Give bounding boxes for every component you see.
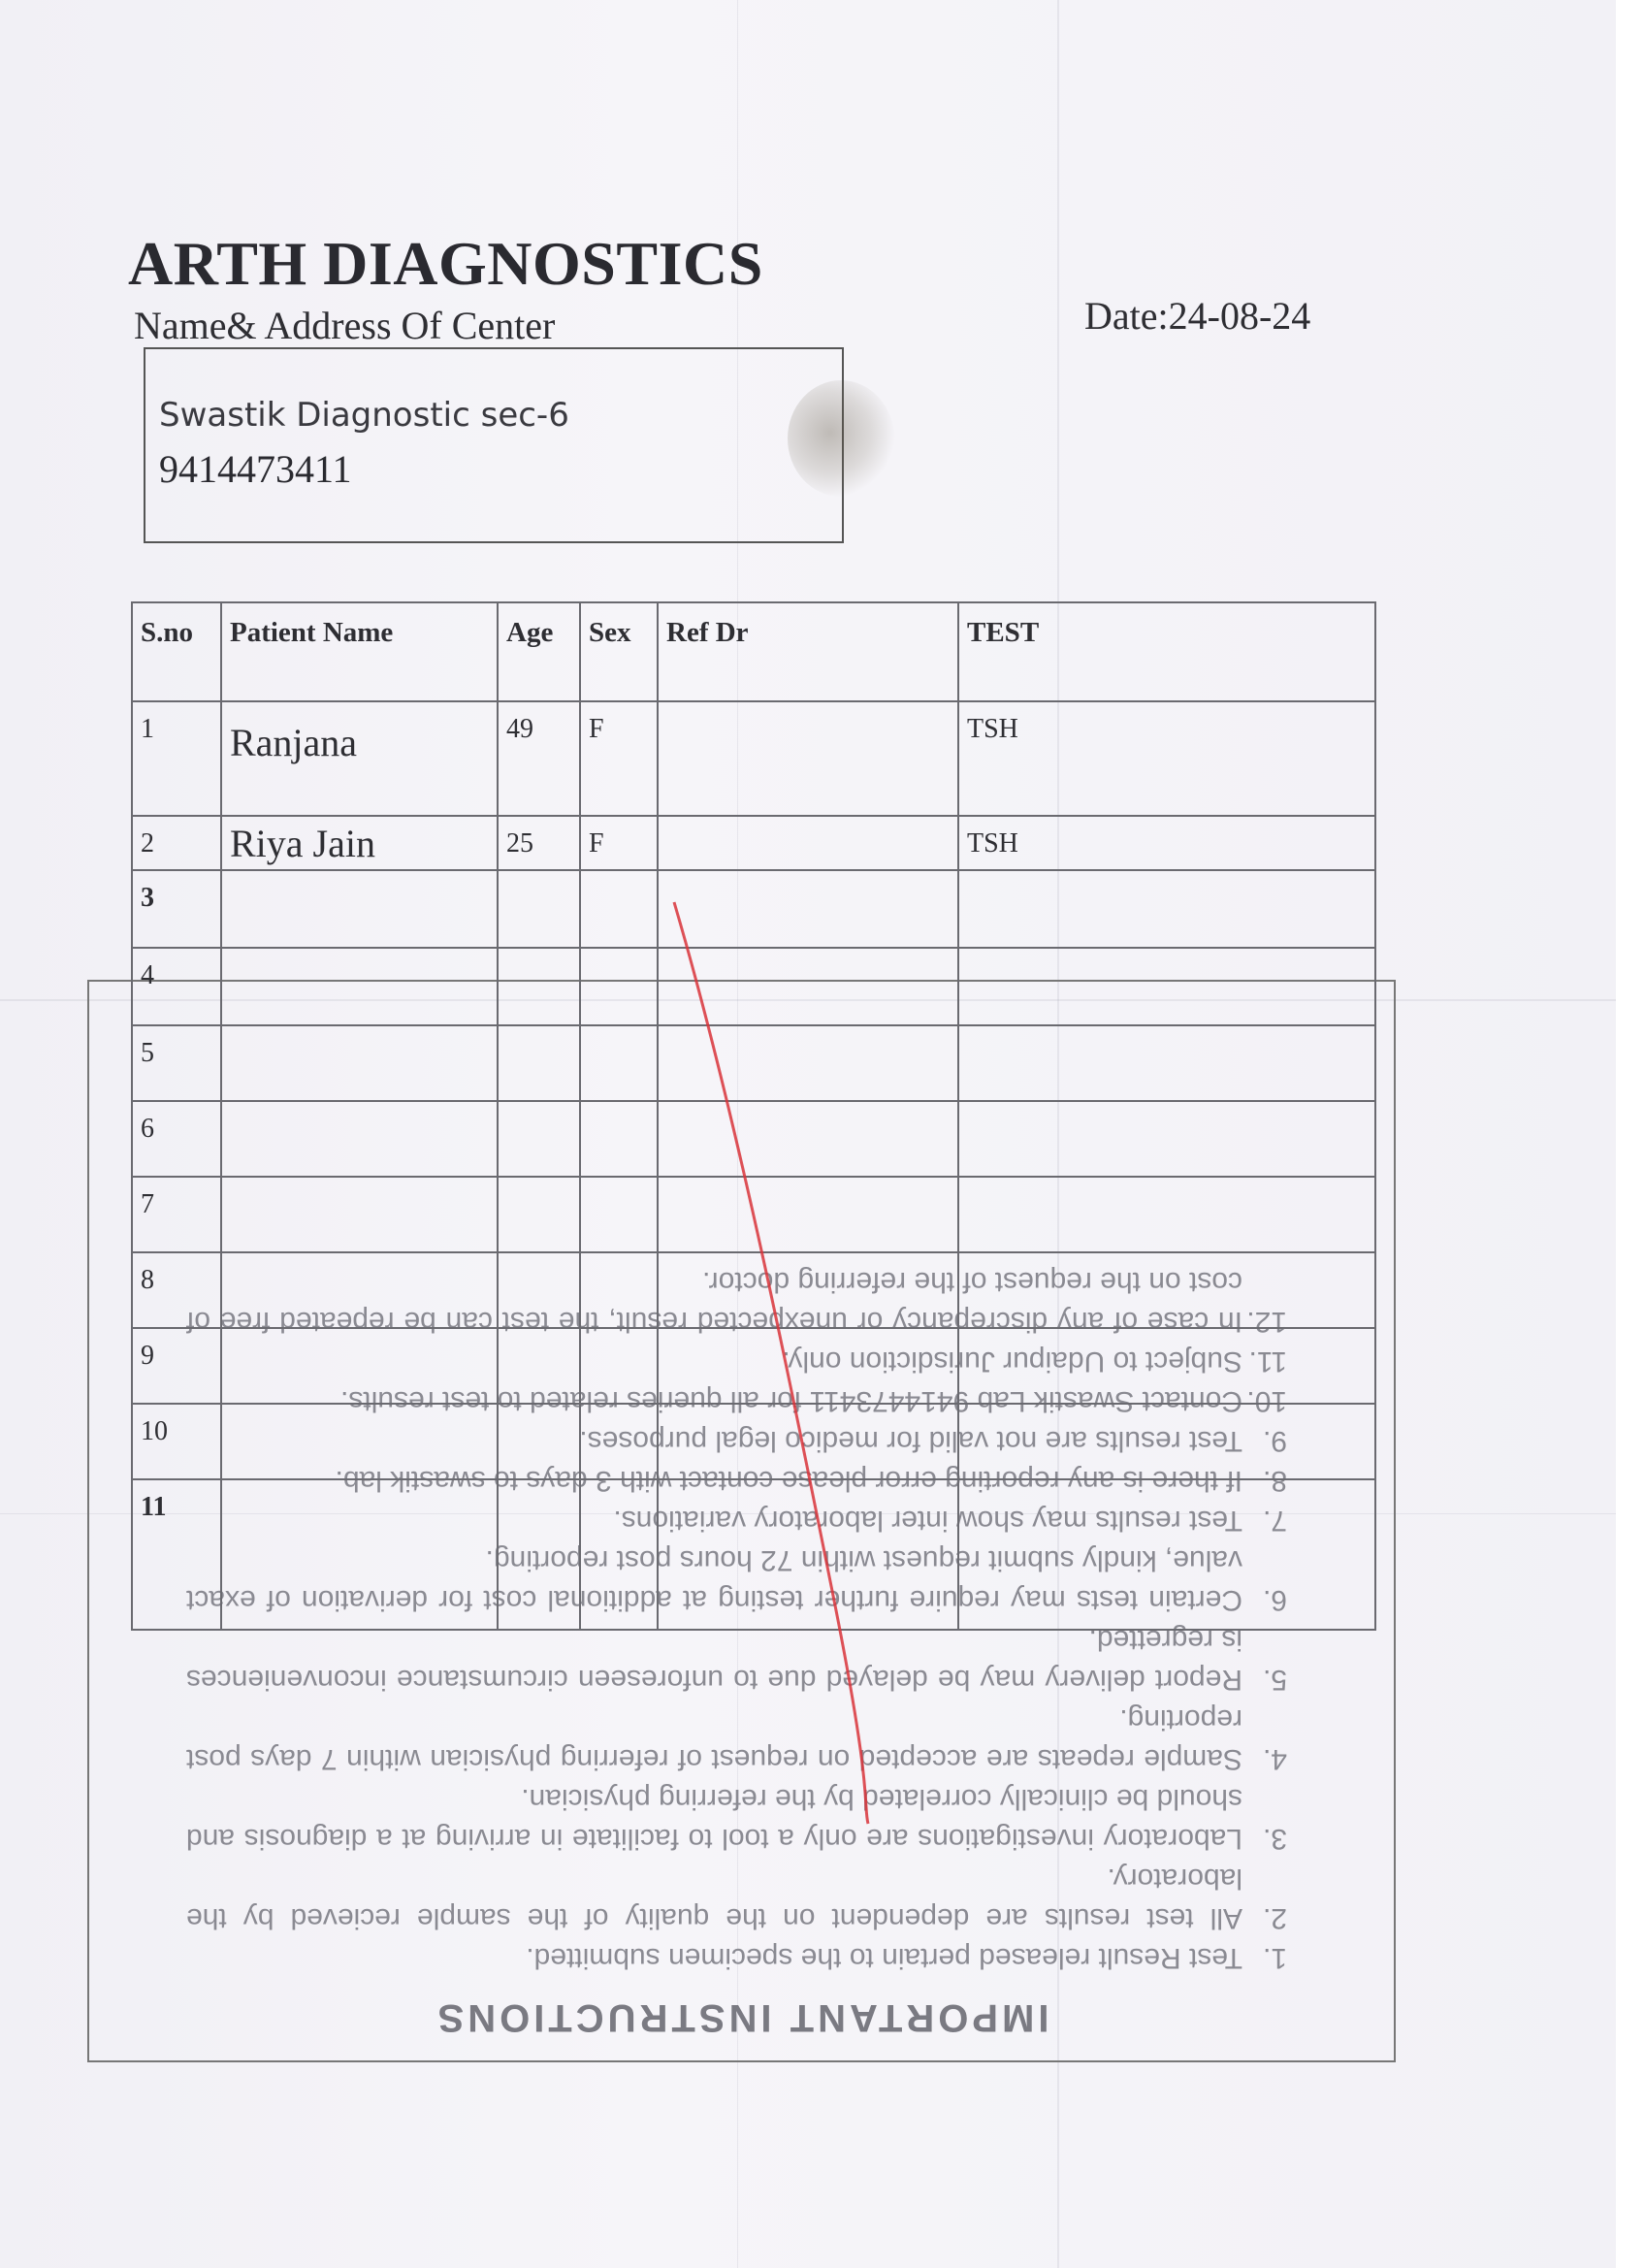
- cell-ref-dr: [658, 1479, 958, 1630]
- cell-test: [958, 1025, 1375, 1101]
- cell-age: [498, 1101, 580, 1177]
- cell-sex: [580, 1479, 658, 1630]
- cell-sex: [580, 1025, 658, 1101]
- instruction-item: 12. In case of any discrepancy or unexpected result, the test can be repeated free of cost on the request of the referring doctor.: [186, 1266, 1287, 1338]
- instruction-item: 2. All test results are dependent on the quality of the sample recieved by the laboratory.: [186, 1863, 1287, 1934]
- cell-patient-name: [221, 1404, 498, 1479]
- company-name: ARTH DIAGNOSTICS: [128, 229, 763, 298]
- table-header-row: [132, 602, 1375, 701]
- cell-test: TSH: [958, 816, 1375, 870]
- table-row: [132, 1252, 1375, 1328]
- center-phone: 9414473411: [159, 447, 352, 491]
- table-row: [132, 870, 1375, 948]
- cell-sno: 5: [132, 1025, 221, 1101]
- cell-sno: 1: [132, 701, 221, 816]
- cell-test: TSH: [958, 701, 1375, 816]
- center-label: Name& Address Of Center: [134, 304, 556, 347]
- cell-test: [958, 1101, 1375, 1177]
- cell-ref-dr: [658, 1025, 958, 1101]
- instruction-item: 3. Laboratory investigations are only a tool to facilitate in arriving at a diagnosis and should be clinically correlated by the referring physician.: [186, 1783, 1287, 1855]
- cell-sno: 2: [132, 816, 221, 870]
- cell-ref-dr: [658, 870, 958, 948]
- cell-ref-dr: [658, 1404, 958, 1479]
- center-name: Swastik Diagnostic sec-6: [159, 396, 569, 435]
- cell-sno: 4: [132, 948, 221, 1025]
- cell-age: [498, 1025, 580, 1101]
- cell-ref-dr: [658, 1101, 958, 1177]
- header-patient-name: Patient Name: [221, 602, 498, 701]
- cell-sex: [580, 870, 658, 948]
- cell-sex: [580, 1252, 658, 1328]
- instruction-item: 4. Sample repeats are accepted on request of referring physician within 7 days post reporting.: [186, 1703, 1287, 1775]
- header-sno: S.no: [132, 602, 221, 701]
- header-test: TEST: [958, 602, 1375, 701]
- cell-patient-name: Ranjana: [221, 701, 498, 816]
- instruction-item: 10. Contact Swastik Lab 9414473411 for all queries related to test results.: [340, 1385, 1287, 1417]
- table-row: [132, 948, 1375, 1025]
- cell-sno: 9: [132, 1328, 221, 1404]
- table-row: [132, 1101, 1375, 1177]
- cell-ref-dr: [658, 1252, 958, 1328]
- cell-patient-name: [221, 1025, 498, 1101]
- instructions-title: IMPORTANT INSTRUCTIONS: [434, 1996, 1049, 2039]
- cell-age: [498, 1404, 580, 1479]
- instruction-item: 1. Test Result released pertain to the specimen submitted.: [526, 1942, 1287, 1974]
- scan-margin: [1616, 0, 1645, 2268]
- cell-sno: 7: [132, 1177, 221, 1252]
- patient-table: [131, 601, 1376, 1631]
- table-row: [132, 701, 1375, 816]
- cell-ref-dr: [658, 701, 958, 816]
- cell-patient-name: [221, 1328, 498, 1404]
- table-row: [132, 1479, 1375, 1630]
- table-row: [132, 1328, 1375, 1404]
- cell-sex: [580, 1328, 658, 1404]
- center-address-box: [144, 347, 844, 543]
- cell-sex: [580, 948, 658, 1025]
- instruction-item: 6. Certain tests may require further testing at additional cost for derivation of exact value, kindly submit request within 72 hours post reporting.: [186, 1544, 1287, 1616]
- cell-test: [958, 1252, 1375, 1328]
- cell-sex: F: [580, 701, 658, 816]
- ink-smudge: [788, 380, 894, 497]
- cell-patient-name: [221, 1479, 498, 1630]
- cell-ref-dr: [658, 816, 958, 870]
- cell-test: [958, 1404, 1375, 1479]
- cell-sno: 11: [132, 1479, 221, 1630]
- instruction-item: 11. Subject to Udaipur Jurisdiction only.: [782, 1345, 1287, 1377]
- cell-age: [498, 1479, 580, 1630]
- cell-age: [498, 1177, 580, 1252]
- cell-patient-name: [221, 1177, 498, 1252]
- header-sex: Sex: [580, 602, 658, 701]
- table-row: [132, 1025, 1375, 1101]
- cell-patient-name: [221, 1101, 498, 1177]
- table-row: [132, 1404, 1375, 1479]
- table-row: [132, 816, 1375, 870]
- cell-ref-dr: [658, 1328, 958, 1404]
- cell-patient-name: [221, 870, 498, 948]
- cell-test: [958, 948, 1375, 1025]
- cell-sex: [580, 1101, 658, 1177]
- cell-sno: 10: [132, 1404, 221, 1479]
- cell-sex: [580, 1404, 658, 1479]
- cell-patient-name: [221, 1252, 498, 1328]
- instruction-item: 8. If there is any reporting error please contact with 3 days to swastik lab.: [335, 1465, 1287, 1497]
- cell-sex: [580, 1177, 658, 1252]
- cell-patient-name: [221, 948, 498, 1025]
- table-row: [132, 1177, 1375, 1252]
- cell-age: 25: [498, 816, 580, 870]
- cell-sno: 3: [132, 870, 221, 948]
- cell-sno: 6: [132, 1101, 221, 1177]
- report-date: Date:24-08-24: [1084, 294, 1311, 338]
- cell-age: [498, 948, 580, 1025]
- cell-age: 49: [498, 701, 580, 816]
- cell-age: [498, 1328, 580, 1404]
- cell-sno: 8: [132, 1252, 221, 1328]
- instruction-item: 7. Test results may show inter laboratory variations.: [613, 1505, 1287, 1537]
- header-age: Age: [498, 602, 580, 701]
- cell-ref-dr: [658, 948, 958, 1025]
- cell-test: [958, 1328, 1375, 1404]
- cell-test: [958, 1177, 1375, 1252]
- instruction-item: 9. Test results are not valid for medico legal purposes.: [579, 1425, 1287, 1457]
- cell-sex: F: [580, 816, 658, 870]
- instruction-item: 5. Report delivery may be delayed due to unforeseen circumstance inconveniences is regretted.: [186, 1624, 1287, 1696]
- cell-test: [958, 870, 1375, 948]
- cell-age: [498, 870, 580, 948]
- header-ref-dr: Ref Dr: [658, 602, 958, 701]
- cell-test: [958, 1479, 1375, 1630]
- cell-age: [498, 1252, 580, 1328]
- cell-patient-name: Riya Jain: [221, 816, 498, 870]
- cell-ref-dr: [658, 1177, 958, 1252]
